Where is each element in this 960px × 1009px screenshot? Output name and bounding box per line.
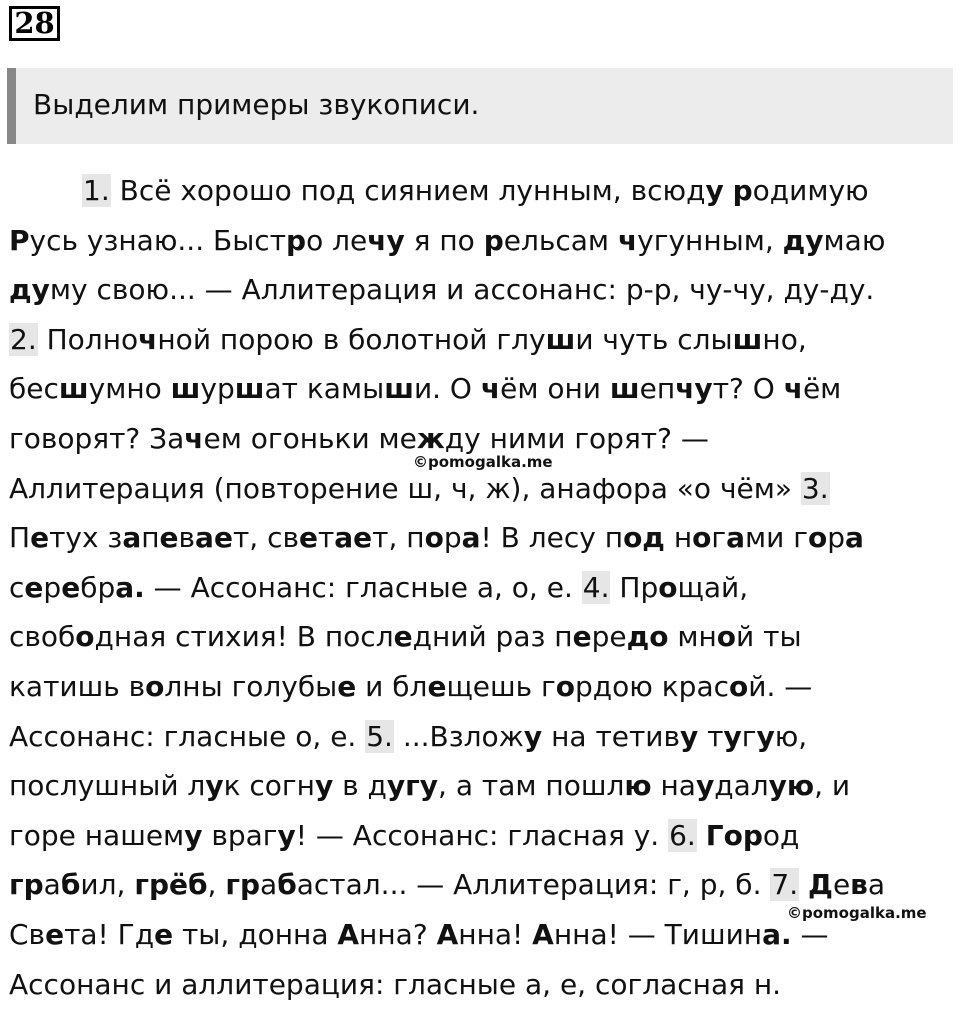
- text-segment: [697, 819, 706, 852]
- text-segment: ур: [200, 372, 234, 405]
- text-segment: Полно: [38, 323, 138, 356]
- text-segment: ат камы: [265, 372, 385, 405]
- text-segment: а: [260, 868, 277, 901]
- text-segment: ельсам: [504, 224, 618, 257]
- highlighted-sound: ч: [618, 224, 637, 257]
- text-segment: и бл: [356, 670, 427, 703]
- text-segment: ! — Ассонанс: гласная у.: [296, 819, 668, 852]
- highlighted-sound: е: [160, 521, 179, 554]
- highlighted-sound: е: [61, 571, 80, 604]
- highlighted-sound: ую: [769, 769, 814, 802]
- highlighted-sound: ш: [733, 323, 763, 356]
- highlighted-sound: А: [532, 918, 554, 951]
- highlighted-sound: е: [299, 521, 318, 554]
- text-segment: одимую: [753, 174, 869, 207]
- text-segment: — Ассонанс: гласные а, о, е.: [145, 571, 582, 604]
- text-segment: в д: [333, 769, 387, 802]
- highlighted-sound: у: [696, 769, 714, 802]
- highlighted-sound: Д: [808, 868, 833, 901]
- text-segment: рдою крас: [575, 670, 729, 703]
- highlighted-sound: ч: [481, 372, 500, 405]
- text-segment: лны голубы: [164, 670, 337, 703]
- text-segment: дная стихия! В посл: [95, 620, 394, 653]
- highlighted-sound: е: [394, 620, 413, 653]
- text-segment: своб: [9, 620, 75, 653]
- example-number: 6.: [668, 819, 697, 852]
- watermark: ©pomogalka.me: [787, 905, 927, 922]
- text-segment: т: [698, 720, 723, 753]
- highlighted-sound: е: [427, 670, 446, 703]
- text-segment: й ты: [736, 620, 802, 653]
- text-segment: ...Взлож: [394, 720, 524, 753]
- text-segment: р: [43, 571, 61, 604]
- text-segment: маю: [824, 224, 886, 257]
- text-segment: т: [318, 521, 334, 554]
- text-segment: дал: [714, 769, 768, 802]
- text-segment: т, св: [233, 521, 299, 554]
- highlighted-sound: чу: [675, 372, 712, 405]
- text-segment: нна!: [458, 918, 532, 951]
- highlighted-sound: ш: [171, 372, 201, 405]
- text-segment: щешь г: [446, 670, 555, 703]
- highlighted-sound: грёб: [134, 868, 207, 901]
- text-segment: Пр: [610, 571, 658, 604]
- highlighted-sound: а.: [762, 918, 792, 951]
- text-line: [9, 811, 949, 861]
- highlighted-sound: о: [425, 521, 444, 554]
- text-line: [9, 563, 949, 613]
- example-number: 5.: [365, 720, 394, 753]
- task-header-text: Выделим примеры звукописи.: [33, 89, 479, 121]
- text-line: [9, 860, 949, 910]
- text-segment: г: [742, 720, 757, 753]
- highlighted-sound: ю: [624, 769, 651, 802]
- text-segment: а: [44, 868, 61, 901]
- text-segment: я по: [405, 224, 484, 257]
- text-segment: умно: [89, 372, 171, 405]
- highlighted-sound: р: [733, 174, 753, 207]
- text-segment: р: [827, 521, 845, 554]
- highlighted-sound: у: [278, 819, 296, 852]
- highlighted-sound: ч: [184, 422, 203, 455]
- highlighted-sound: у: [524, 720, 542, 753]
- text-segment: Ассонанс: гласные о, е.: [9, 720, 365, 753]
- highlighted-sound: гр: [225, 868, 260, 901]
- text-segment: послушный л: [9, 769, 205, 802]
- text-segment: й. —: [748, 670, 812, 703]
- text-segment: щай,: [677, 571, 748, 604]
- text-segment: р: [444, 521, 462, 554]
- text-segment: т? О: [713, 372, 784, 405]
- text-segment: враг: [202, 819, 277, 852]
- text-segment: и. О: [414, 372, 481, 405]
- text-segment: ём они: [500, 372, 610, 405]
- example-number: 7.: [770, 868, 799, 901]
- highlighted-sound: а: [845, 521, 864, 554]
- text-segment: [724, 174, 733, 207]
- text-segment: астал... — Аллитерация: г, р, б.: [297, 868, 771, 901]
- text-segment: ю,: [775, 720, 807, 753]
- highlighted-sound: ае: [334, 521, 372, 554]
- text-segment: Ассонанс и аллитерация: гласные а, е, согласная н.: [9, 968, 781, 1001]
- text-segment: на тетив: [542, 720, 680, 753]
- text-segment: ! В лесу п: [481, 521, 624, 554]
- text-segment: —: [792, 918, 829, 951]
- text-segment: нна! — Тишин: [554, 918, 762, 951]
- text-line: [9, 513, 949, 563]
- text-segment: П: [9, 521, 30, 554]
- text-segment: с: [9, 571, 24, 604]
- highlighted-sound: ду: [783, 224, 824, 257]
- text-segment: тух з: [49, 521, 122, 554]
- highlighted-sound: угу: [387, 769, 438, 802]
- text-segment: нна?: [359, 918, 437, 951]
- answer-text: [9, 166, 949, 1009]
- example-number: 2.: [9, 323, 38, 356]
- highlighted-sound: е: [337, 670, 356, 703]
- highlighted-sound: од: [623, 521, 665, 554]
- highlighted-sound: в: [850, 868, 868, 901]
- highlighted-sound: ч: [138, 323, 157, 356]
- example-number: 3.: [801, 472, 830, 505]
- text-segment: ем огоньки ме: [204, 422, 417, 455]
- text-segment: п: [141, 521, 159, 554]
- text-segment: а: [868, 868, 885, 901]
- highlighted-sound: а: [195, 521, 214, 554]
- text-segment: , а там пошл: [438, 769, 624, 802]
- text-segment: бр: [80, 571, 115, 604]
- text-segment: г: [711, 521, 726, 554]
- text-segment: катишь в: [9, 670, 145, 703]
- highlighted-sound: у: [705, 174, 723, 207]
- text-segment: та! Гд: [64, 918, 154, 951]
- highlighted-sound: о: [556, 670, 575, 703]
- highlighted-sound: у: [184, 819, 202, 852]
- highlighted-sound: р: [286, 224, 306, 257]
- task-number: 28: [9, 6, 60, 41]
- text-line: [9, 364, 949, 414]
- highlighted-sound: чу: [367, 224, 404, 257]
- text-segment: говорят? За: [9, 422, 184, 455]
- highlighted-sound: до: [627, 620, 669, 653]
- example-number: 4.: [582, 571, 611, 604]
- highlighted-sound: у: [205, 769, 223, 802]
- text-line: [9, 761, 949, 811]
- text-segment: угунным,: [637, 224, 783, 257]
- text-line: [9, 464, 949, 514]
- highlighted-sound: у: [680, 720, 698, 753]
- text-segment: , и: [814, 769, 850, 802]
- text-segment: усь узнаю... Быст: [30, 224, 286, 257]
- text-segment: ной порою в болотной глу: [157, 323, 545, 356]
- highlighted-sound: е: [24, 571, 43, 604]
- highlighted-sound: б: [277, 868, 297, 901]
- text-segment: к согн: [224, 769, 315, 802]
- text-segment: ил,: [80, 868, 134, 901]
- highlighted-sound: у: [315, 769, 333, 802]
- text-segment: ми г: [745, 521, 808, 554]
- highlighted-sound: о: [729, 670, 748, 703]
- highlighted-sound: а.: [115, 571, 145, 604]
- highlighted-sound: е: [154, 918, 173, 951]
- example-number: 1.: [82, 174, 111, 207]
- highlighted-sound: е: [214, 521, 233, 554]
- text-segment: ём: [803, 372, 841, 405]
- highlighted-sound: ш: [610, 372, 640, 405]
- text-segment: од: [763, 819, 800, 852]
- highlighted-sound: ду: [9, 273, 50, 306]
- text-line: [9, 216, 949, 266]
- text-segment: ду ними горят? —: [445, 422, 709, 455]
- highlighted-sound: Р: [9, 224, 30, 257]
- text-segment: мн: [668, 620, 716, 653]
- text-segment: еп: [640, 372, 676, 405]
- text-segment: бес: [9, 372, 59, 405]
- highlighted-sound: ш: [546, 323, 576, 356]
- text-segment: дний раз п: [413, 620, 573, 653]
- highlighted-sound: Гор: [706, 819, 763, 852]
- text-segment: ,: [208, 868, 226, 901]
- highlighted-sound: ж: [417, 422, 445, 455]
- highlighted-sound: у: [723, 720, 741, 753]
- text-segment: о ле: [306, 224, 367, 257]
- highlighted-sound: о: [717, 620, 736, 653]
- highlighted-sound: а: [122, 521, 141, 554]
- text-segment: му свою... — Аллитерация и ассонанс: р-р, чу-чу, ду-ду.: [50, 273, 874, 306]
- text-line: [9, 315, 949, 365]
- highlighted-sound: ш: [59, 372, 89, 405]
- highlighted-sound: о: [692, 521, 711, 554]
- text-segment: но,: [762, 323, 806, 356]
- text-segment: е: [833, 868, 850, 901]
- highlighted-sound: ш: [235, 372, 265, 405]
- highlighted-sound: о: [145, 670, 164, 703]
- highlighted-sound: ч: [784, 372, 803, 405]
- highlighted-sound: гр: [9, 868, 44, 901]
- text-segment: горе нашем: [9, 819, 184, 852]
- text-segment: ре: [592, 620, 627, 653]
- text-segment: Всё хорошо под сиянием лунным, всюд: [111, 174, 706, 207]
- text-segment: [799, 868, 808, 901]
- highlighted-sound: о: [75, 620, 94, 653]
- highlighted-sound: а: [726, 521, 745, 554]
- highlighted-sound: А: [437, 918, 459, 951]
- text-segment: ты, донна: [173, 918, 337, 951]
- text-line: [9, 712, 949, 762]
- highlighted-sound: у: [756, 720, 774, 753]
- highlighted-sound: е: [30, 521, 49, 554]
- highlighted-sound: р: [484, 224, 504, 257]
- highlighted-sound: о: [658, 571, 677, 604]
- text-segment: Св: [9, 918, 45, 951]
- watermark: ©pomogalka.me: [413, 454, 553, 471]
- highlighted-sound: е: [573, 620, 592, 653]
- highlighted-sound: а: [462, 521, 481, 554]
- text-segment: и чуть слы: [575, 323, 732, 356]
- text-segment: на: [652, 769, 696, 802]
- text-segment: Аллитерация (повторение ш, ч, ж), анафора «о чём»: [9, 472, 801, 505]
- text-segment: в: [179, 521, 196, 554]
- highlighted-sound: е: [45, 918, 64, 951]
- text-line: [9, 265, 949, 315]
- text-segment: т, п: [372, 521, 424, 554]
- highlighted-sound: б: [61, 868, 81, 901]
- text-segment: н: [665, 521, 692, 554]
- text-line: [9, 612, 949, 662]
- highlighted-sound: о: [808, 521, 827, 554]
- text-line: [9, 166, 949, 216]
- text-line: [9, 960, 949, 1009]
- text-line: [9, 662, 949, 712]
- task-header: [7, 68, 953, 144]
- highlighted-sound: А: [337, 918, 359, 951]
- highlighted-sound: ш: [384, 372, 414, 405]
